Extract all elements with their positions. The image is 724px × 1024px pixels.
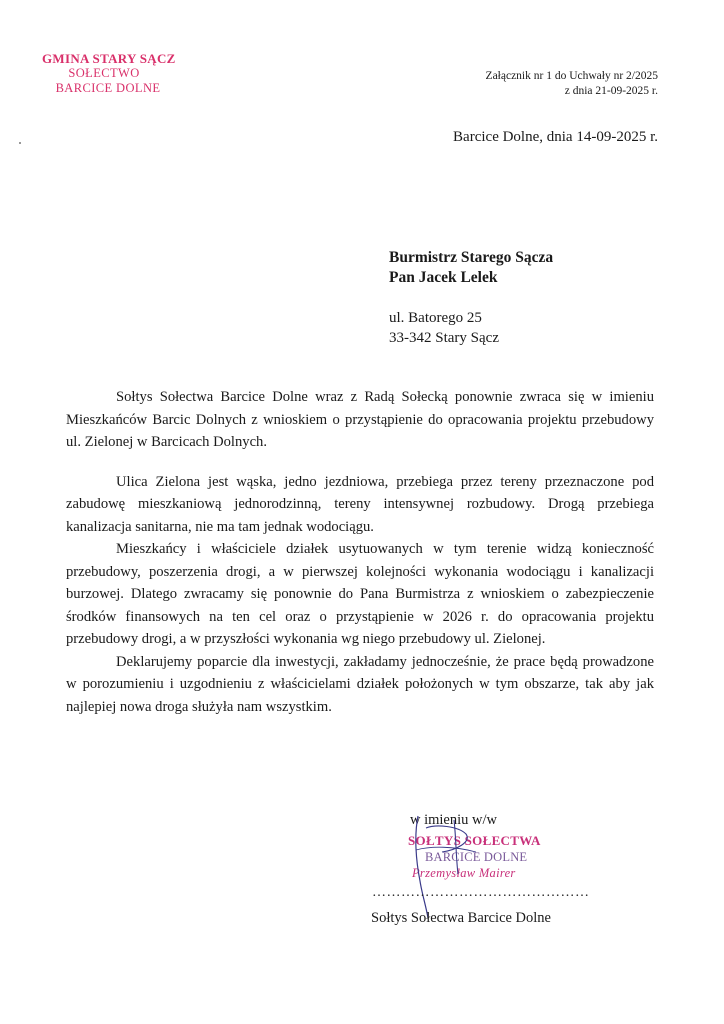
scan-speck: [19, 142, 21, 144]
paragraph-2: Ulica Zielona jest wąska, jedno jezdniowa, przebiega przez tereny przeznaczone pod zabudowę mieszkaniową jednorodzinną, tereny intensywnej rozbudowy. Drogą przebiega kanalizacja sanitarna, nie ma tam jednak wodociągu.: [66, 473, 654, 535]
sig-stamp-line-1: SOŁTYS SOŁECTWA: [408, 833, 541, 848]
paragraph-4: Deklarujemy poparcie dla inwestycji, zakładamy jednocześnie, że prace będą prowadzone w porozumieniu i uzgodnieniu z właścicielami działek położonych w tym obszarze, tak aby jak najlepiej nowa droga służyła nam wszystkim.: [66, 653, 654, 715]
place-and-date: Barcice Dolne, dnia 14-09-2025 r.: [453, 129, 658, 145]
signature-caption: Sołtys Sołectwa Barcice Dolne: [371, 910, 551, 926]
handwritten-signature: [396, 806, 496, 926]
address: [389, 308, 499, 348]
annex-note: [486, 69, 658, 99]
on-behalf-text: w imieniu w/w: [410, 812, 497, 828]
letter-body: [66, 386, 654, 718]
signature-dotted-line: ………………………………………: [372, 885, 590, 900]
sig-stamp-line-3: Przemysław Mairer: [412, 866, 516, 880]
paragraph-3: Mieszkańcy i właściciele działek usytuowanych w tym terenie widzą konieczność przebudowy, poszerzenia drogi, a w pierwszej kolejności wykonania wodociągu i kanalizacji burzowej. Dlatego zwracamy się ponownie do Pana Burmistrza z wnioskiem o zabezpieczenie środków finansowych na ten cel oraz o przystąpienie w 2026 r. do opracowania projektu przebudowy drogi, a w przyszłości wykonania wg niego przebudowy ul. Zielonej.: [66, 541, 654, 647]
addressee-name: Pan Jacek Lelek: [389, 269, 498, 286]
addressee-title: Burmistrz Starego Sącza: [389, 249, 554, 266]
address-city: 33-342 Stary Sącz: [389, 330, 499, 346]
stamp-line-1: GMINA STARY SĄCZ: [42, 51, 176, 66]
annex-line-1: Załącznik nr 1 do Uchwały nr 2/2025: [485, 70, 658, 82]
stamp-line-3: BARCICE DOLNE: [55, 81, 161, 95]
addressee: [389, 248, 553, 288]
annex-line-2: z dnia 21-09-2025 r.: [564, 85, 658, 97]
stamp-line-2: SOŁECTWO: [68, 66, 140, 80]
address-street: ul. Batorego 25: [389, 310, 482, 326]
sig-stamp-line-2: BARCICE DOLNE: [425, 850, 528, 864]
municipality-stamp: [42, 51, 182, 96]
paragraph-1: Sołtys Sołectwa Barcice Dolne wraz z Radą Sołecką ponownie zwraca się w imieniu Mieszkańców Barcic Dolnych z wnioskiem o przystąpienie do opracowania projektu przebudowy ul. Zielonej w Barcicach Dolnych.: [66, 389, 654, 450]
